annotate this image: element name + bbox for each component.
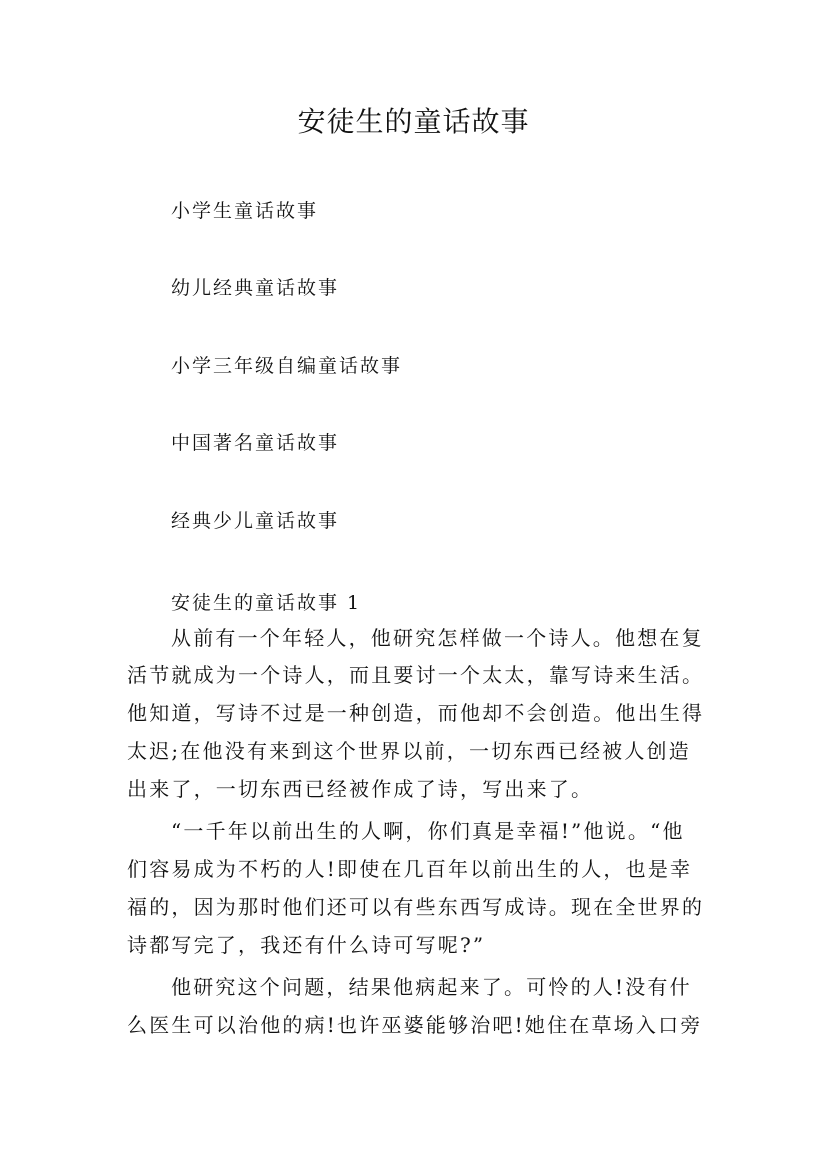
body-line: 他知道，写诗不过是一种创造，而他却不会创造。他出生得 xyxy=(127,701,705,725)
body-line: 诗都写完了，我还有什么诗可写呢?” xyxy=(127,933,486,957)
toc-item: 小学三年级自编童话故事 xyxy=(171,355,403,377)
document-title: 安徒生的童话故事 xyxy=(297,105,530,138)
body-line: 太迟;在他没有来到这个世界以前，一切东西已经被人创造 xyxy=(127,739,691,763)
toc-item: 小学生童话故事 xyxy=(171,200,319,222)
body-line: 活节就成为一个诗人，而且要讨一个太太，靠写诗来生活。 xyxy=(127,663,705,687)
body-line: 们容易成为不朽的人!即使在几百年以前出生的人，也是幸 xyxy=(127,857,693,881)
body-line: “一千年以前出生的人啊，你们真是幸福!”他说。“他 xyxy=(171,819,685,843)
body-line: 他研究这个问题，结果他病起来了。可怜的人!没有什 xyxy=(171,975,692,999)
body-line: 从前有一个年轻人，他研究怎样做一个诗人。他想在复 xyxy=(171,626,704,650)
body-line: 么医生可以治他的病!也许巫婆能够治吧!她住在草场入口旁 xyxy=(127,1013,703,1037)
body-line: 福的，因为那时他们还可以有些东西写成诗。现在全世界的 xyxy=(127,895,705,919)
toc-item: 经典少儿童话故事 xyxy=(171,510,340,532)
body-line: 出来了，一切东西已经被作成了诗，写出来了。 xyxy=(127,777,594,801)
story-heading: 安徒生的童话故事 1 xyxy=(171,592,362,614)
toc-item: 中国著名童话故事 xyxy=(171,432,340,454)
toc-item: 幼儿经典童话故事 xyxy=(171,277,340,299)
